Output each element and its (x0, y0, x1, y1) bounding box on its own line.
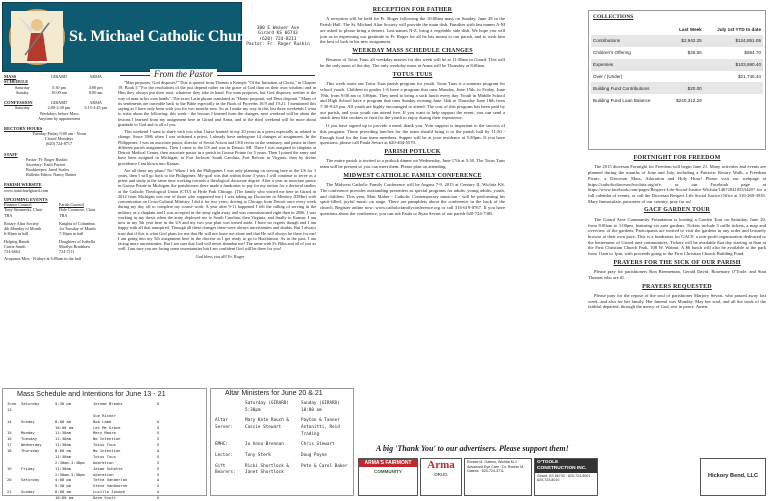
intention-cell: No Intention (93, 436, 121, 442)
advertisement[interactable] (420, 458, 462, 496)
collections-row (591, 94, 763, 106)
pastor-section-header (120, 70, 315, 80)
letter-paragraph: This weekend I want to share with you what I have learned in my 20 years as a priest especially as related to change. Since 1986 when I was ordained a priest, I already have undergone 14 changes of assignment. In the Philippines, I was an associate pastor, director of Social Action and CES rector in the seminary, and pastor in three different parish assignments. Then I came to the US and was in Detroit, MI. There I was assigned in chaplain at Detroit Medical Center, then associate pastor in a parish in Grosse Pointe for 5 years. Then I joined the army and have been assigned in Michigan, in Fort Jackson, South Carolina, Fort Belvoir in Virginia, then by divine providence I am blown into Kansas. (118, 129, 316, 166)
intention-cell: Bob Lamb (93, 418, 112, 424)
intention-cell: Adoration (93, 459, 114, 465)
letter-paragraph: "Man proposes, God disposes!" This is quoted from Thomas à Kempis "Of the Imitation of Christ," in Chapter 19, Book I: "For the resolutions of the just depend rather on the grace of God than on their own wisdom; and in Him they always put their trust, whatever they take in hand. For man proposes, but God disposes; neither is the way of man in his own hands". The exact Latin phrase translated as "Homo proponit, sed Deus disponit." Many of its sentiments are traceable back to the Bible especially in the Book of Proverbs 16:9 and 19:21. I mentioned this saying as I have only been with you for two months now. So as I make my way in this last three weekends I want to write about the following: this week - the lessons I learned from the changes, next weekend will be about the lessons I learned from my assignment here in Girard and Arma, and in the third weekend will be more about gratitude to God and to all of you. (118, 80, 316, 127)
section-title: WEEKDAY MASS SCHEDULE CHANGES (352, 47, 473, 54)
collections-box (588, 10, 766, 150)
collections-cell: $240,312.29 (676, 97, 702, 103)
collections-title: COLLECTIONS (593, 14, 634, 20)
collections-cell: $124,851.05 (704, 35, 763, 47)
time: 2:00-2:30 pm (47, 105, 71, 111)
col-head: ARMA (89, 74, 102, 79)
ad-title: O'TOOLE CONSTRUCTION INC. (535, 459, 597, 473)
intention-cell: G (157, 459, 160, 465)
pastor-letter (118, 80, 316, 365)
upcoming-cell: 6:30pm in hall (4, 230, 29, 236)
intention-cell: Sue Ricker (93, 412, 116, 418)
address-line: Girard KS 66743 (258, 31, 298, 37)
minister-row (215, 464, 351, 477)
intention-cell: 4:00 pm (55, 477, 72, 483)
intention-cell: Saturday (21, 401, 40, 406)
collections-row (591, 47, 763, 59)
upcoming-title: UPCOMING EVENTS (4, 196, 48, 202)
intention-cell: A (157, 489, 160, 495)
upcoming-cell: Helping Hands (4, 239, 30, 244)
letter-signoff: God bless you all! Fr. Roger (195, 253, 245, 259)
col-head: GIRARD (50, 100, 68, 105)
intention-cell: 17 (7, 442, 12, 448)
intention-cell: 11:30am (55, 430, 72, 436)
intention-cell: Saturday (21, 477, 40, 483)
upcoming-cell: Knights of Columbus (59, 220, 96, 226)
section-title: PRAYERS FOR THE SICK OF OUR PARISH (613, 259, 741, 266)
intention-cell: 16 (7, 436, 12, 442)
upcoming-cell: Tony Strumecki, Chair (4, 207, 43, 213)
minister-row (215, 453, 351, 460)
col-header (591, 25, 667, 35)
collections-cell: Expenses (591, 59, 667, 71)
col-header: July 1st YTD to date (717, 27, 761, 32)
staff-line: Secretary: Faith Payton (26, 162, 66, 167)
intention-cell: Monday (21, 430, 35, 436)
collections-cell: $21,745.44 (738, 73, 761, 79)
intention-cell: Steve VanDoorne (93, 483, 128, 489)
advertisement[interactable] (358, 458, 418, 496)
masthead (2, 2, 259, 72)
advertisement[interactable] (464, 458, 532, 496)
intention-cell: 11:30am (55, 442, 72, 448)
section-paragraph: A reception will be held for Fr. Roger following the 10:00am mass on Sunday, June 28 in the Parish Hall. The St. Michael Altar Society will provide the main dish. Families with last names A-M are asked to please bring a dessert. Last names N-Z, bring a vegetable side dish. We hope you will join us in expressing our gratitude to Fr. Roger for all he has meant to our parish, and to wish him the best of luck in his new assignment. (320, 16, 505, 45)
section-paragraph: The entire parish is invited to a potluck dinner on Wednesday, June 17th at 5:30. The Totus Tuus team will be present so you can meet them. Please plan on attending. (320, 158, 505, 170)
role-head (215, 401, 245, 414)
mass-intentions-box (2, 388, 207, 500)
ad-title: ARMA'S FAIRMONT (359, 459, 417, 467)
altar-ministers-box (210, 388, 354, 496)
staff-line: Pastor: Fr. Roger Ruskin (26, 156, 68, 162)
time: 3:15-3:45 pm (84, 105, 108, 111)
intention-cell: Wednesday (21, 442, 42, 448)
section-paragraph: Because of Totus Tuus, all weekday masses for this week will be at 11:30am in Girard. This will be the only mass of the day. The only weekday mass in Arma will be Thursday at 8:00am. (320, 57, 505, 69)
intention-cell: Tuesday (21, 436, 38, 442)
intention-cell (21, 495, 55, 501)
minister-row (215, 418, 351, 438)
section-title: GACF GARDEN TOUR (643, 207, 711, 214)
section-title: TOTUS TUUS (392, 71, 433, 78)
st-michael-logo-icon (9, 9, 65, 65)
intention-cell: Adoration (93, 471, 114, 477)
minister-row (215, 442, 351, 449)
upcoming-row (4, 249, 114, 254)
intention-cell: A (157, 448, 160, 453)
intention-cell: G (157, 442, 160, 448)
day: Saturday (14, 105, 30, 111)
intention-cell: G (157, 436, 160, 442)
rectory-hours: Tuesday-Friday 9:00 am - Noon (32, 131, 86, 137)
intention-cell: Friday (21, 465, 35, 471)
sun-head: Sunday (GIRARD) 10:00 am (301, 401, 340, 413)
advertisers-title: A big 'Thank You' to our advertisers. Please support them! (376, 444, 569, 453)
address-line: Pastor: Fr. Roger Ruskin (246, 42, 310, 48)
upcoming-cell: 4th Monday of Month (4, 225, 42, 231)
intention-cell: G (157, 401, 160, 406)
parish-council: Parish Council (59, 202, 84, 208)
collections-row (591, 71, 763, 83)
day: Sunday (16, 89, 29, 95)
minister-cell: Lector: (215, 452, 234, 458)
intention-cell: Jerome Brooks (93, 401, 123, 406)
website-title: PARISH WEBSITE (4, 182, 42, 188)
time: 5:30 pm (52, 84, 66, 90)
section-paragraph: This week starts our Totus Tuus parish program for youth. Totus Tuus is a summer program for school youth. Children in grades 1-6 have a program that runs Monday, June 15th, to Friday, June 19th, from 9:00 am to 3:00pm. They need to bring a sack lunch every day. Youth in Middle School and High School have a program that runs Sunday evening June 14th to Thursday June 18th from 7:30-9:45 pm. All youth are highly encouraged to attend. The cost of this program has been paid by our parish, and your youth can attend free. If you want to help support the event, you can send a snack item like cookies or fruit for the youth to enjoy during their experience. (320, 81, 505, 121)
collections-row (591, 82, 763, 94)
intention-cell: Let Me Grace (93, 424, 121, 430)
upcoming-cell: Carrie Smith (4, 244, 26, 250)
collections-cell (667, 59, 704, 71)
upcoming-cell: 1st Tuesday of Month (59, 225, 96, 231)
upcoming-cell: Rosary Altar Society (4, 220, 39, 226)
intention-cell: G (157, 471, 160, 477)
intention-cell: Totus Tuus (93, 442, 116, 448)
intention-cell: Tetta Vanderlan (93, 477, 128, 483)
rectory-closed: Closed Mondays (44, 136, 74, 142)
intention-cell: Dave Scott (93, 495, 116, 500)
collections-cell: Contributions (591, 35, 667, 47)
collections-cell (704, 94, 763, 106)
upcoming-cell: TBA (59, 212, 68, 218)
ad-title: Arma (427, 459, 455, 471)
intention-cell (7, 495, 21, 501)
website-link[interactable]: www.stmichaelgirard.com (4, 187, 49, 193)
intention-cell: 11:30am (55, 453, 72, 459)
address-line: (620) 724-8211 (259, 36, 297, 42)
ad-text: Hickory Bend, LLC (707, 473, 759, 479)
upcoming-note: Acapanos Mtrs · Fridays at 6:00am in the hall (4, 256, 81, 262)
intention-cell: G (157, 495, 160, 500)
minister-cell: Altar Server: (215, 418, 234, 430)
minister-cell: Doug Payne (301, 452, 327, 458)
advertisement[interactable] (534, 458, 598, 496)
minister-cell: EMHC: (215, 442, 228, 448)
rectory-title: RECTORY HOURS (4, 125, 43, 131)
collections-cell: Children's Offering (593, 49, 631, 55)
collections-cell: Over / (Under) (593, 73, 623, 79)
right-announcements (588, 152, 766, 452)
minister-cell: Mary Kate Rauch & Cassie Stewart (245, 418, 289, 430)
minister-cell: Ricki Shortlock & Janet Shortlock (245, 463, 289, 476)
collections-row (591, 59, 763, 71)
pastor-section-label: From the Pastor (150, 69, 217, 80)
minister-cell: Tony Sterk (245, 452, 271, 458)
intention-cell: G (157, 424, 160, 430)
letter-paragraph: Are all these my plans? No! When I left the Philippines I was only planning on serving here in the US for 3 years, then I will go back to the Philippines. My goal was that within those 3 years I will continue to serve as a priest and study at the same time working towards a theological doctorate degree. After a year as associate pastor in Grosse Pointe in Michigan, the parishioners there made a fundraiser to pay for my tuition for a doctoral studies at the Catholic Theological Union (CTU) in Hyde Park Chicago. (The family who visited me here in Girard in 2012 from Michigan was one of those who supported me.) I was taking up Doctorate in Ministry (DMin) with concentration on Cross-Cultural Ministry. I did it for two years, driving to Chicago from Detroit once every week during my day off to complete my course work. A year after 9-11 happened I felt the calling of serving in the military as a chaplain and I was accepted in the army right away and was commissioned right then in 2006. I was working in my thesis when the army deployed me to South Carolina, then Virginia, and finally to Kansas. I am now in my 5th year here in the US and my two year plan was tossed aside. I have no regrets though and I am happy with all that transpired. Through all these changes there were always uncertainties and doubts. But I always trust that if this is what God plans for me that He will not leave me alone and that He will always be there for me! I am going into my 5th assignment here in the diocese as I get ready to go to Hutchinson. As in the past, I am facing more uncertainties. But I am sure that God will never abandon me! The same with Fr. Bihn and all of you as well. I am sure you are facing some uncertainties but I am confident God will be there for you! (118, 167, 316, 252)
collections-cell: Building Fund Loan Balance (593, 97, 651, 103)
intention-cell: 18 (7, 448, 12, 453)
altar-ministers-list (215, 401, 351, 481)
intention-cell: 8:00 am (55, 448, 72, 453)
section-title: MIDWEST CATHOLIC FAMILY CONFERENCE (343, 172, 482, 179)
intention-cell: 21 (7, 489, 12, 495)
intention-cell: 10:00 am (55, 424, 74, 430)
collections-cell: Building Fund Contributions (591, 82, 667, 94)
advertisement[interactable] (700, 458, 766, 496)
time: 10:00 am (51, 89, 67, 95)
col-head: GIRARD (50, 74, 68, 79)
intention-cell: Jaime Schotte (93, 465, 123, 471)
upcoming-cell: 724-7111 (59, 249, 75, 255)
collections-cell (704, 82, 763, 94)
collections-cell: $584.70 (744, 49, 761, 55)
upcoming-cell: 7:30pm in hall (59, 230, 84, 236)
section-paragraph: Please pray for parishioners Ron Brenneman, Gerald David, Rosemary O'Toole, and Stan Thomas who are ill. (588, 269, 766, 280)
col-header: Last Week (679, 27, 702, 32)
section-title: PRAYERS REQUESTED (642, 283, 712, 290)
minister-cell: Pete & Carol Baker (301, 463, 348, 469)
intention-cell: G (157, 430, 160, 436)
finance-council: Finance Council (4, 202, 32, 208)
intention-cell: G (157, 453, 160, 459)
mass-intentions-title: Mass Schedule and Intentions for June 13 - 21 (17, 389, 166, 398)
intention-cell: Lucille Joseph (93, 489, 126, 495)
intention-cell: Totus Tuus (93, 453, 116, 459)
section-paragraph: The Midwest Catholic Family Conference will be August 7-9, 2015 at Century II, Wichita KS. The conference provides outstanding presenters as special programs for adults, young adults, youth, and children. This year, Matt Maher - Catholic Contemporary musician - will be performing his spirit-filled, joyful music on stage. There are pamphlets about the conference in the back of the church. Register online now: www.catholicfamilyconference.org or call 316-619-0767. If you have questions about the conference, you can ask Paula or Ryan Sevart of our parish 620-724-7385. (320, 182, 505, 216)
intention-cell: 19 (7, 465, 12, 471)
intention-cell: 20 (7, 477, 12, 483)
ad-subtitle: DRUG (434, 472, 448, 478)
minister-cell: Chris Stewart (301, 442, 335, 448)
staff-line: Bulletin Editor: Nancy Rainer (26, 172, 77, 178)
intention-cell: G (157, 483, 160, 489)
intention-cell: 2:30am-3:30pm (55, 459, 85, 465)
minister-cell: Gift Bearers: (215, 463, 236, 476)
ad-text: Girard, KS 66743 · 620-724-8001 · 620-724-8010 (537, 473, 593, 483)
minister-cell: Jo Anna Brennan (245, 442, 284, 448)
upcoming-cell: Daughters of Isabella (59, 239, 95, 244)
collections-cell: $20.00 (667, 82, 704, 94)
time: 4:00 pm (88, 84, 103, 90)
upcoming-cell: TBA (4, 212, 13, 218)
intention-cell: 8:00 am (55, 489, 72, 495)
intention-cell: June 13 (7, 401, 17, 412)
intention-row (7, 401, 203, 413)
section-paragraph: The Girard Area Community Foundation is hosting a Garden Tour on Saturday, June 20, from 8:00am to 1:00pm, featuring six area gardens. Tickets include 5 raffle tickets, a map and overview of the gardens. Participants are invited to visit the gardens in any order and leisurely browse at their own pace. This is a fundraiser for GACF, a non-profit organization dedicated to the betterment of Girard area communities. Tickets will be available that day starting at 8am at the First Christian Church Park, 108 W. Walnut. A $6 lunch will also be available at the park from 11am to 1pm, with proceeds going to the First Christian Church Building Fund. (588, 216, 766, 257)
altar-ministers-title: Altar Ministers for June 20 & 21 (225, 390, 323, 397)
intention-cell: 10:00 am (55, 495, 74, 500)
intention-cell: A (157, 418, 160, 424)
collections-cell: $2,942.25 (667, 35, 704, 47)
intention-cell: G (157, 465, 160, 471)
intention-cell: Sunday (21, 418, 35, 424)
section-paragraph: Please pray for the repose of the soul of parishioner Marjory Sevart, who passed away last week, and also for her family. Her funeral was Monday. May her soul, and all the souls of the faithful departed, through the mercy of God, rest in peace. Amen. (588, 293, 766, 310)
intention-cell: 2:30am-3:30pm (55, 471, 85, 477)
time: 8:00 am (88, 89, 103, 95)
upcoming-cell: Dale Coonrose, Chair (59, 207, 96, 213)
day: Saturday (14, 84, 30, 90)
ad-subtitle: COMMUNITY (374, 469, 402, 475)
section-paragraph: The 2015 diocesan Fortnight for Freedom will begin June 21. Many activities and events are planned during the months of June and July, including a Patriotic Rosary Walk, a Freedom Picnic, a Diocesan Mass, Adoration and Holy Hour! Please visit our webpage at https://catholicdioceseofwichita.org/ofe, or our Facebook page at https://www.facebook.com/pages/Respect-Life-Social-Justice-Wichita/146720410553428? for a full calendar of events, or call the Diocesan Respect Life Social Justice Office at 316-269-3935. Mary Immaculate, patroness of our country, pray for us! (588, 164, 766, 204)
collections-cell: $103,690.40 (704, 59, 763, 71)
intention-cell: Thursday (21, 448, 40, 453)
sat-head: Saturday (GIRARD) 5:30pm (245, 401, 289, 413)
intention-cell: 8:00 am (55, 418, 72, 424)
intention-cell: 15 (7, 430, 12, 436)
intention-cell: 11:30am (55, 465, 72, 471)
staff-line: Bookkeeper: Jared Scales (26, 167, 70, 173)
ad-text: Ronnie M. Gatens, Wichita M.J. · Advanced Eye Care · Dr. Ronnie M. Gatens · 620-724-3711 (467, 460, 525, 474)
upcoming-cell: 724-6664 (4, 249, 21, 255)
address-line: 300 E Weaver Ave (256, 26, 300, 31)
intention-cell: 5:30 pm (55, 483, 72, 489)
intention-cell: Mary Moore (93, 430, 116, 436)
staff-title: STAFF (4, 151, 18, 157)
minister-cell: Payton & Tanner Antonitti, Reid Trading (301, 418, 340, 437)
confession-note: Anytime by appointment (38, 115, 80, 121)
intention-cell: A (157, 477, 160, 483)
confession-note: Weekdays before Mass (39, 110, 79, 116)
info-sidebar (4, 72, 114, 392)
rectory-phone: (620) 724-8717 (45, 141, 73, 147)
church-name: St. Michael Catholic Church (69, 28, 259, 45)
collections-row (591, 35, 763, 47)
section-title: FORTNIGHT FOR FREEDOM (633, 155, 721, 161)
mass-intentions-list (7, 401, 203, 501)
intention-row (7, 495, 203, 501)
section-paragraph: If you have signed up to provide a meal, thank you. Your support is important to the success of this program. Those providing lunches for the team should bring it to the parish hall by 11:50 -Enough food for the four team members. Supper will be at your residence at 5:30pm. If you have questions, please call Paula Sevart at 620-404-5570. (320, 123, 505, 146)
section-title: RECEPTION FOR FATHER (372, 7, 453, 13)
section-title: PARISH POTLUCK (384, 149, 441, 156)
intention-cell: No Intention (93, 448, 121, 453)
church-address (244, 6, 312, 66)
confession-title: CONFESSION (4, 100, 33, 105)
col-head: ARMA (89, 100, 102, 105)
intention-cell: 11:30am (55, 436, 72, 442)
intention-cell: Sunday (21, 489, 35, 495)
collections-cell (667, 71, 704, 83)
collections-table (591, 25, 763, 106)
upcoming-cell: Marilyn Bradshaw (59, 244, 91, 250)
intention-cell: 5:30 pm (55, 401, 72, 406)
intention-cell: 14 (7, 418, 12, 424)
collections-cell: $25.55 (687, 49, 702, 55)
mass-schedule-title: MASS SCHEDULE (4, 74, 29, 85)
